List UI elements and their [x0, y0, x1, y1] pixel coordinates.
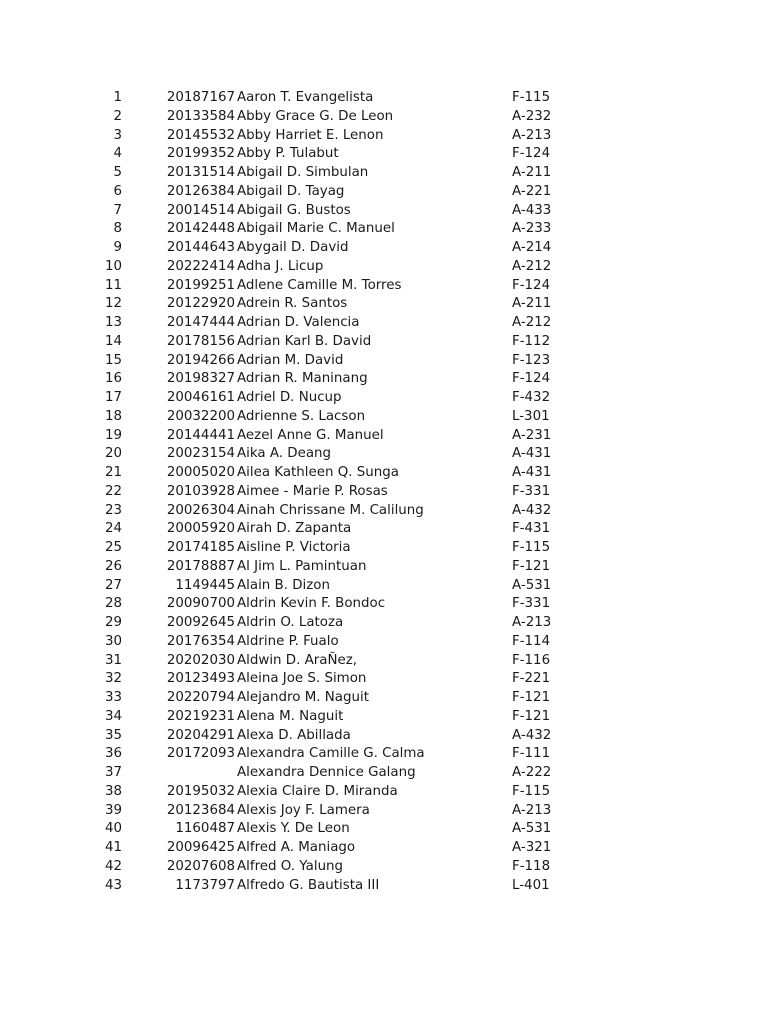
room-code: A-211 — [512, 296, 552, 312]
list-row — [0, 670, 768, 689]
student-id: 20096425 — [166, 840, 235, 855]
student-name: Alexa D. Abillada — [237, 727, 351, 743]
student-name: Adrein R. Santos — [237, 296, 348, 312]
student-name: Abigail D. Tayag — [237, 183, 345, 199]
student-name: Al Jim L. Pamintuan — [237, 558, 367, 574]
list-row — [0, 502, 768, 521]
room-code: F-124 — [512, 277, 551, 293]
student-id: 20126384 — [166, 183, 235, 199]
student-name: Alejandro M. Naguit — [237, 690, 369, 705]
row-number: 23 — [104, 502, 122, 518]
student-name: Adrian R. Maninang — [237, 371, 368, 387]
list-row — [0, 689, 768, 708]
student-name: Alexandra Camille G. Calma — [237, 746, 425, 762]
list-row — [0, 427, 768, 446]
list-row — [0, 633, 768, 652]
student-id: 20195032 — [166, 783, 235, 799]
student-id: 20144441 — [166, 427, 235, 443]
student-name: Alfred O. Yalung — [237, 858, 344, 874]
student-name: Abby P. Tulabut — [237, 146, 339, 162]
room-code: F-123 — [512, 352, 551, 368]
student-id: 20219231 — [166, 708, 235, 724]
student-id: 20014514 — [166, 202, 235, 218]
student-id: 20222414 — [166, 258, 235, 274]
student-name: Alena M. Naguit — [237, 708, 344, 724]
student-name: Alain B. Dizon — [237, 577, 330, 593]
student-id: 20046161 — [166, 390, 235, 405]
list-row — [0, 277, 768, 296]
row-number: 13 — [104, 315, 122, 330]
student-id: 1160487 — [175, 821, 235, 837]
room-code: A-233 — [512, 221, 552, 237]
student-name: Alexis Y. De Leon — [237, 821, 350, 837]
list-row — [0, 89, 768, 108]
room-code: A-231 — [512, 427, 552, 443]
list-row — [0, 595, 768, 614]
student-id: 20142448 — [166, 221, 235, 237]
list-row — [0, 333, 768, 352]
student-name: Adriel D. Nucup — [237, 390, 342, 405]
list-row — [0, 145, 768, 164]
row-number: 10 — [104, 258, 122, 274]
room-code: F-221 — [512, 671, 551, 687]
row-number: 34 — [104, 708, 122, 724]
room-code: A-432 — [512, 502, 552, 518]
row-number: 21 — [104, 465, 122, 480]
list-row — [0, 352, 768, 371]
list-row — [0, 708, 768, 727]
list-row — [0, 164, 768, 183]
row-number: 2 — [113, 108, 122, 124]
student-id: 20178887 — [166, 558, 235, 574]
room-code: F-114 — [512, 633, 551, 649]
row-number: 28 — [104, 596, 122, 612]
student-id: 20133584 — [166, 108, 235, 124]
list-row — [0, 464, 768, 483]
row-number: 27 — [104, 577, 122, 593]
row-number: 12 — [104, 296, 122, 312]
list-row — [0, 239, 768, 258]
room-code: F-121 — [512, 690, 551, 705]
room-code: F-121 — [512, 708, 551, 724]
list-row — [0, 295, 768, 314]
student-name: Abygail D. David — [237, 240, 349, 255]
row-number: 43 — [104, 877, 122, 893]
list-row — [0, 727, 768, 746]
row-number: 16 — [104, 371, 122, 387]
row-number: 7 — [113, 202, 122, 218]
student-name: Airah D. Zapanta — [237, 521, 352, 537]
student-name: Abigail D. Simbulan — [237, 165, 369, 180]
student-id: 20187167 — [166, 90, 235, 105]
list-row — [0, 783, 768, 802]
room-code: A-431 — [512, 446, 552, 462]
student-name: Aezel Anne G. Manuel — [237, 427, 384, 443]
room-code: L-401 — [512, 877, 550, 893]
row-number: 29 — [104, 615, 122, 630]
room-code: F-112 — [512, 333, 551, 349]
room-code: F-124 — [512, 371, 551, 387]
room-code: F-118 — [512, 858, 551, 874]
student-id: 20199251 — [166, 277, 235, 293]
student-id: 20026304 — [166, 502, 235, 518]
list-row — [0, 389, 768, 408]
student-id: 20198327 — [166, 371, 235, 387]
student-name: Adha J. Licup — [237, 258, 324, 274]
student-id: 20023154 — [166, 446, 235, 462]
student-name: Aldwin D. AraÑez, — [237, 652, 358, 668]
list-row — [0, 577, 768, 596]
room-code: A-214 — [512, 240, 552, 255]
list-row — [0, 314, 768, 333]
student-name: Aldrin O. Latoza — [237, 615, 344, 630]
list-row — [0, 258, 768, 277]
list-row — [0, 652, 768, 671]
room-code: F-115 — [512, 783, 551, 799]
student-name: Aaron T. Evangelista — [237, 90, 374, 105]
student-id: 20145532 — [166, 127, 235, 143]
student-id: 20199352 — [166, 146, 235, 162]
row-number: 24 — [104, 521, 122, 537]
student-name: Alexia Claire D. Miranda — [237, 783, 398, 799]
student-id: 20090700 — [166, 596, 235, 612]
row-number: 17 — [104, 390, 122, 405]
student-name: Alexis Joy F. Lamera — [237, 802, 370, 818]
student-id: 20005020 — [166, 465, 235, 480]
list-row — [0, 802, 768, 821]
room-code: F-331 — [512, 596, 551, 612]
row-number: 31 — [104, 652, 122, 668]
row-number: 33 — [104, 690, 122, 705]
row-number: 22 — [104, 483, 122, 499]
row-number: 30 — [104, 633, 122, 649]
room-code: F-432 — [512, 390, 551, 405]
row-number: 1 — [113, 90, 122, 105]
list-row — [0, 614, 768, 633]
student-id: 20092645 — [166, 615, 235, 630]
room-code: A-232 — [512, 108, 552, 124]
row-number: 32 — [104, 671, 122, 687]
list-row — [0, 220, 768, 239]
student-id: 1149445 — [175, 577, 235, 593]
room-code: F-331 — [512, 483, 551, 499]
student-name: Adrian D. Valencia — [237, 315, 360, 330]
list-row — [0, 520, 768, 539]
student-name: Adrian M. David — [237, 352, 344, 368]
row-number: 25 — [104, 540, 122, 555]
student-id: 20178156 — [166, 333, 235, 349]
room-code: A-222 — [512, 765, 552, 780]
student-name: Adrienne S. Lacson — [237, 408, 366, 424]
student-name: Aldrine P. Fualo — [237, 633, 339, 649]
student-name: Abigail Marie C. Manuel — [237, 221, 395, 237]
student-name: Adlene Camille M. Torres — [237, 277, 402, 293]
student-id: 20204291 — [166, 727, 235, 743]
student-id: 1173797 — [175, 877, 235, 893]
student-id: 20123684 — [166, 802, 235, 818]
room-code: F-124 — [512, 146, 551, 162]
row-number: 42 — [104, 858, 122, 874]
room-code: A-321 — [512, 840, 552, 855]
room-code: F-115 — [512, 90, 551, 105]
room-code: A-221 — [512, 183, 552, 199]
row-number: 5 — [113, 165, 122, 180]
list-row — [0, 539, 768, 558]
row-number: 37 — [104, 765, 122, 780]
row-number: 18 — [104, 408, 122, 424]
row-number: 9 — [113, 240, 122, 255]
list-row — [0, 820, 768, 839]
list-row — [0, 370, 768, 389]
row-number: 38 — [104, 783, 122, 799]
student-name: Alfredo G. Bautista III — [237, 877, 380, 893]
row-number: 11 — [104, 277, 122, 293]
row-number: 4 — [113, 146, 122, 162]
list-row — [0, 839, 768, 858]
student-id: 20103928 — [166, 483, 235, 499]
list-row — [0, 108, 768, 127]
student-id: 20194266 — [166, 352, 235, 368]
student-id: 20220794 — [166, 690, 235, 705]
row-number: 36 — [104, 746, 122, 762]
student-id: 20202030 — [166, 652, 235, 668]
student-name: Alexandra Dennice Galang — [237, 765, 416, 780]
room-code: A-432 — [512, 727, 552, 743]
student-id: 20147444 — [166, 315, 235, 330]
student-name: Abby Harriet E. Lenon — [237, 127, 384, 143]
student-name: Aika A. Deang — [237, 446, 332, 462]
room-code: L-301 — [512, 408, 550, 424]
row-number: 41 — [104, 840, 122, 855]
list-row — [0, 483, 768, 502]
row-number: 39 — [104, 802, 122, 818]
student-name: Abigail G. Bustos — [237, 202, 351, 218]
student-name: Adrian Karl B. David — [237, 333, 372, 349]
room-code: A-531 — [512, 821, 552, 837]
student-name: Abby Grace G. De Leon — [237, 108, 394, 124]
list-row — [0, 558, 768, 577]
row-number: 3 — [113, 127, 122, 143]
room-code: F-111 — [512, 746, 551, 762]
room-code: A-212 — [512, 315, 552, 330]
student-name: Aimee - Marie P. Rosas — [237, 483, 388, 499]
student-id: 20131514 — [166, 165, 235, 180]
room-code: A-212 — [512, 258, 552, 274]
room-code: F-115 — [512, 540, 551, 555]
student-id: 20174185 — [166, 540, 235, 555]
student-name: Ainah Chrissane M. Calilung — [237, 502, 424, 518]
room-code: F-121 — [512, 558, 551, 574]
room-code: A-433 — [512, 202, 552, 218]
row-number: 19 — [104, 427, 122, 443]
list-row — [0, 877, 768, 896]
room-code: A-213 — [512, 802, 552, 818]
student-id: 20207608 — [166, 858, 235, 874]
room-code: F-431 — [512, 521, 551, 537]
room-code: A-213 — [512, 615, 552, 630]
list-row — [0, 408, 768, 427]
student-id: 20122920 — [166, 296, 235, 312]
student-id: 20005920 — [166, 521, 235, 537]
student-name: Ailea Kathleen Q. Sunga — [237, 465, 399, 480]
row-number: 20 — [104, 446, 122, 462]
student-name: Aldrin Kevin F. Bondoc — [237, 596, 386, 612]
list-row — [0, 445, 768, 464]
row-number: 40 — [104, 821, 122, 837]
room-code: A-211 — [512, 165, 552, 180]
row-number: 15 — [104, 352, 122, 368]
student-id: 20144643 — [166, 240, 235, 255]
row-number: 14 — [104, 333, 122, 349]
student-id: 20172093 — [166, 746, 235, 762]
list-row — [0, 745, 768, 764]
room-code: F-116 — [512, 652, 551, 668]
student-id: 20176354 — [166, 633, 235, 649]
student-name: Aleina Joe S. Simon — [237, 671, 367, 687]
list-row — [0, 858, 768, 877]
list-row — [0, 127, 768, 146]
list-row — [0, 202, 768, 221]
row-number: 35 — [104, 727, 122, 743]
room-code: A-213 — [512, 127, 552, 143]
row-number: 6 — [113, 183, 122, 199]
student-name: Aisline P. Victoria — [237, 540, 351, 555]
list-row — [0, 183, 768, 202]
room-code: A-431 — [512, 465, 552, 480]
row-number: 8 — [113, 221, 122, 237]
list-row — [0, 764, 768, 783]
student-id: 20123493 — [166, 671, 235, 687]
student-name: Alfred A. Maniago — [237, 840, 356, 855]
student-id: 20032200 — [166, 408, 235, 424]
row-number: 26 — [104, 558, 122, 574]
room-code: A-531 — [512, 577, 552, 593]
roster-list — [0, 89, 768, 895]
